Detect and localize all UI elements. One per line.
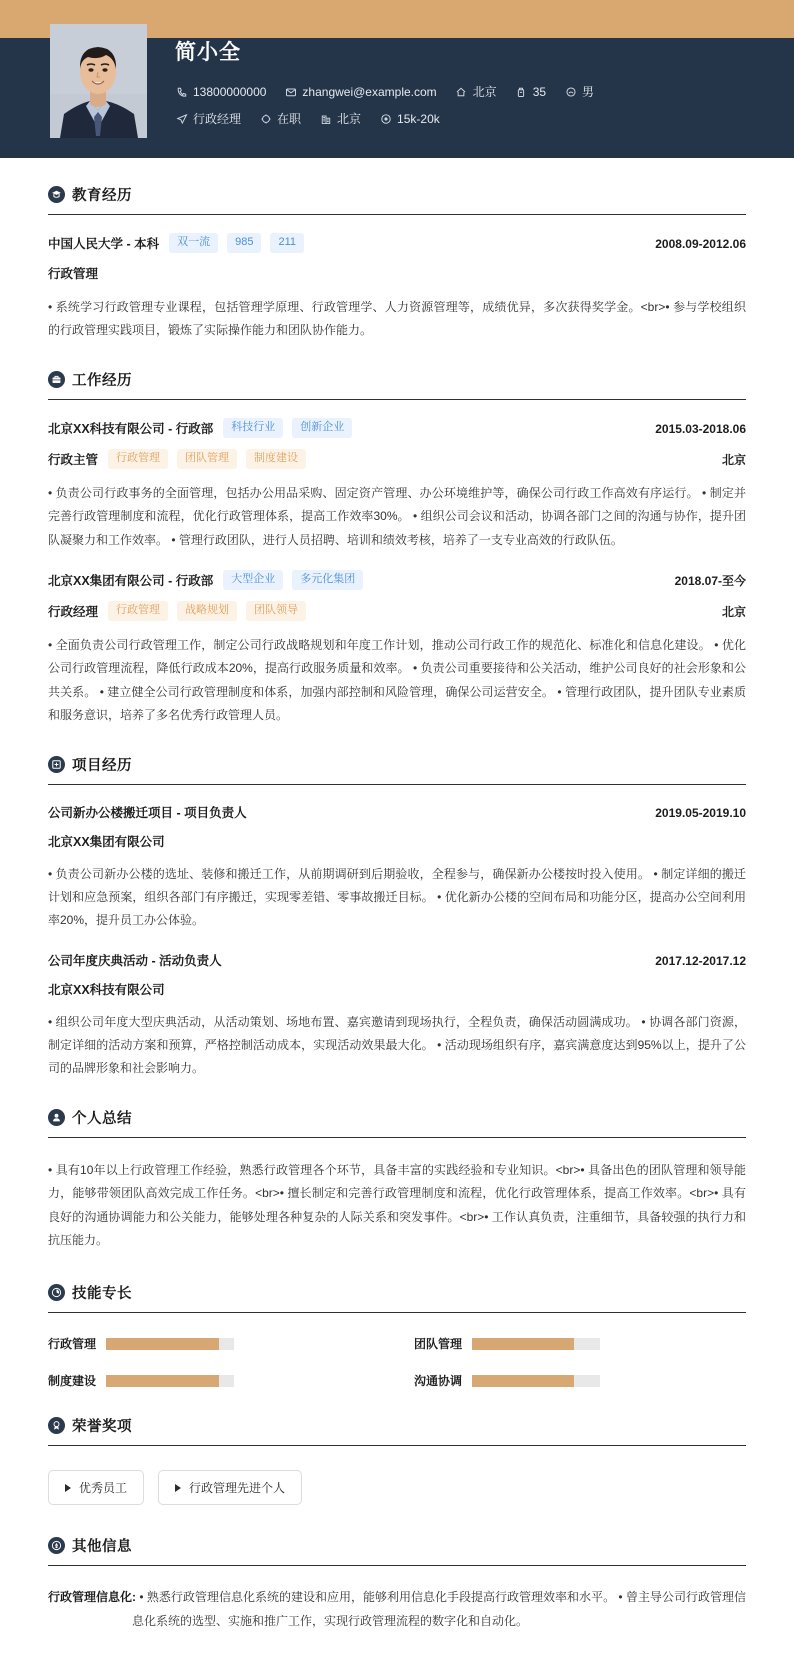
work-role-row <box>48 449 746 469</box>
resume-header <box>0 0 794 158</box>
resume-content <box>0 184 794 1659</box>
project-org: 北京XX科技有限公司 <box>48 982 165 997</box>
skills-grid <box>48 1313 746 1389</box>
project-name-block <box>48 803 257 821</box>
section-header-education <box>48 184 746 215</box>
work-role: 行政经理 <box>48 604 99 619</box>
contact-meta-row-1 <box>175 83 754 100</box>
section-title-honors: 荣誉奖项 <box>72 1419 132 1436</box>
work-role-block <box>48 601 315 621</box>
education-description: • 系统学习行政管理专业课程，包括管理学原理、行政管理学、人力资源管理等，成绩优异，多次获得奖学金。<br>• 参与学校组织的行政管理实践项目，锻炼了实际操作能力和团队协作能力。 <box>48 300 746 338</box>
header-info <box>175 36 754 137</box>
skill-progress-fill <box>106 1375 219 1387</box>
status-icon <box>259 112 272 125</box>
education-tag: 985 <box>227 233 261 253</box>
work-role-row <box>48 601 746 621</box>
project-entry <box>48 785 746 933</box>
section-header-honors <box>48 1415 746 1446</box>
section-header-skills <box>48 1282 746 1313</box>
honor-chip[interactable] <box>158 1470 302 1505</box>
section-summary <box>48 1107 746 1257</box>
project-description: • 组织公司年度大型庆典活动，从活动策划、场地布置、嘉宾邀请到现场执行，全程负责，确保活动圆满成功。 • 协调各部门资源，制定详细的活动方案和预算，严格控制活动成本，实现活动效果最大化。 • 活动现场组织有序，嘉宾满意度达到95%以上，提升了公司的品牌形象和社会影响力。 <box>48 1014 746 1076</box>
section-title-other: 其他信息 <box>72 1539 132 1556</box>
work-company-tag: 科技行业 <box>223 418 283 438</box>
meta-gender-value: 男 <box>582 85 595 99</box>
work-description: • 负责公司行政事务的全面管理，包括办公用品采购、固定资产管理、办公环境维护等，确保公司行政工作高效有序运行。 • 制定并完善行政管理制度和流程，优化行政管理体系，提高工作效率30%。 • 组织公司会议和活动，协调各部门之间的沟通与协作，提升团队凝聚力和工作效率。 • 管理行政团队，进行人员招聘、培训和绩效考核，培养了一支专业高效的行政队伍。 <box>48 485 746 547</box>
email-icon <box>284 85 297 98</box>
play-triangle-icon <box>175 1484 181 1492</box>
work-role-tag: 制度建设 <box>246 449 306 469</box>
other-info-text: • 熟悉行政管理信息化系统的建设和应用，能够利用信息化手段提高行政管理效率和水平。 • 曾主导公司行政管理信息化系统的选型、实施和推广工作，实现行政管理流程的数字化和自动化。 <box>132 1590 746 1628</box>
salary-icon <box>379 112 392 125</box>
meta-salary <box>379 112 440 126</box>
section-project <box>48 754 746 1081</box>
skill-item <box>48 1335 380 1352</box>
skill-progress-fill <box>472 1338 574 1350</box>
section-other <box>48 1535 746 1659</box>
project-date: 2019.05-2019.10 <box>655 805 746 820</box>
meta-gender <box>564 83 594 100</box>
other-icon <box>48 1537 65 1554</box>
work-company-block <box>48 570 372 590</box>
meta-phone-value: 13800000000 <box>193 84 267 99</box>
city-icon <box>319 112 332 125</box>
meta-salary-value: 15k-20k <box>397 111 440 126</box>
education-entry-header <box>48 233 746 253</box>
work-company-tag: 大型企业 <box>223 570 283 590</box>
meta-position-value: 行政经理 <box>193 112 242 126</box>
skill-label: 行政管理 <box>48 1337 97 1352</box>
section-header-summary <box>48 1107 746 1138</box>
work-location: 北京 <box>721 452 746 467</box>
education-major: 行政管理 <box>48 267 99 281</box>
work-location: 北京 <box>721 604 746 619</box>
meta-age <box>515 85 546 99</box>
skill-progress-track <box>472 1375 600 1387</box>
age-icon <box>515 85 528 98</box>
education-school-block <box>48 233 313 253</box>
honor-chip[interactable] <box>48 1470 144 1505</box>
contact-meta-row-2 <box>175 110 754 127</box>
work-entry <box>48 400 746 552</box>
gender-icon <box>564 85 577 98</box>
position-icon <box>175 112 188 125</box>
other-info-block <box>48 1566 746 1659</box>
education-tag: 双一流 <box>169 233 218 253</box>
skill-progress-track <box>106 1375 234 1387</box>
skill-progress-fill <box>106 1338 219 1350</box>
work-role-tag: 行政管理 <box>108 601 168 621</box>
meta-hometown-value: 北京 <box>472 85 497 99</box>
education-tag: 211 <box>270 233 304 253</box>
project-name: 公司新办公楼搬迁项目 - 项目负责人 <box>48 805 247 820</box>
project-entry-header <box>48 951 746 969</box>
work-description: • 全面负责公司行政管理工作，制定公司行政战略规划和年度工作计划，推动公司行政工作的规范化、标准化和信息化建设。 • 优化公司行政管理流程，降低行政成本20%，提高行政服务质量和效率。 • 负责公司重要接待和公关活动，维护公司良好的社会形象和公共关系。 • 建立健全公司行政管理制度和体系，加强内部控制和风险管理，确保公司运营安全。 • 管理行政团队，提升团队专业素质和服务意识，培养了多名优秀行政管理人员。 <box>48 637 746 723</box>
work-entry <box>48 552 746 728</box>
section-honors <box>48 1415 746 1509</box>
project-date: 2017.12-2017.12 <box>655 953 746 968</box>
education-major-row <box>48 264 746 283</box>
work-company: 北京XX集团有限公司 - 行政部 <box>48 573 214 588</box>
home-icon <box>455 85 468 98</box>
honors-list <box>48 1446 746 1509</box>
skill-progress-track <box>472 1338 600 1350</box>
meta-email <box>284 85 436 99</box>
work-entry-header <box>48 570 746 590</box>
work-icon <box>48 371 65 388</box>
meta-position <box>175 110 241 127</box>
honor-label: 优秀员工 <box>79 1481 128 1496</box>
section-skills <box>48 1282 746 1389</box>
project-name: 公司年度庆典活动 - 活动负责人 <box>48 953 222 968</box>
meta-phone <box>175 85 266 99</box>
skill-label: 团队管理 <box>414 1337 463 1352</box>
skills-icon <box>48 1284 65 1301</box>
section-title-skills: 技能专长 <box>72 1286 132 1303</box>
skill-label: 制度建设 <box>48 1374 97 1389</box>
work-role-tag: 战略规划 <box>177 601 237 621</box>
education-date: 2008.09-2012.06 <box>655 237 746 251</box>
meta-status <box>259 110 301 127</box>
work-company: 北京XX科技有限公司 - 行政部 <box>48 421 214 436</box>
work-company-block <box>48 418 361 438</box>
section-title-summary: 个人总结 <box>72 1110 132 1127</box>
skill-progress-fill <box>472 1375 574 1387</box>
avatar <box>50 24 147 138</box>
skill-progress-track <box>106 1338 234 1350</box>
person-icon <box>48 1109 65 1126</box>
skill-item <box>414 1335 746 1352</box>
work-role-block <box>48 449 315 469</box>
meta-city-value: 北京 <box>337 112 362 126</box>
education-icon <box>48 186 65 203</box>
project-icon <box>48 756 65 773</box>
project-description: • 负责公司新办公楼的选址、装修和搬迁工作，从前期调研到后期验收，全程参与，确保新办公楼按时投入使用。 • 制定详细的搬迁计划和应急预案，组织各部门有序搬迁，实现零差错、零事故搬迁目标。 • 优化新办公楼的空间布局和功能分区，提高办公空间利用率20%，提升员工办公体验。 <box>48 866 746 928</box>
work-role-tag: 团队领导 <box>246 601 306 621</box>
skill-item <box>48 1372 380 1389</box>
play-triangle-icon <box>65 1484 71 1492</box>
project-org: 北京XX集团有限公司 <box>48 834 165 849</box>
avatar-portrait <box>50 24 147 138</box>
education-entry <box>48 215 746 343</box>
section-header-work <box>48 369 746 400</box>
summary-text: • 具有10年以上行政管理工作经验，熟悉行政管理各个环节，具备丰富的实践经验和专业知识。<br>• 具备出色的团队管理和领导能力，能够带领团队高效完成工作任务。<br>• 擅长制定和完善行政管理制度和流程，优化行政管理体系，提高工作效率。<br>• 具有良好的沟通协调能力和公关能力，能够处理各种复杂的人际关系和突发事件。<br>• 工作认真负责，注重细节，具备较强的执行力和抗压能力。 <box>48 1162 746 1248</box>
work-role-tag: 行政管理 <box>108 449 168 469</box>
award-icon <box>48 1417 65 1434</box>
section-title-work: 工作经历 <box>72 372 132 389</box>
skill-label: 沟通协调 <box>414 1374 463 1389</box>
meta-city <box>319 110 361 127</box>
meta-age-value: 35 <box>532 84 547 99</box>
section-header-other <box>48 1535 746 1566</box>
work-role-tag: 团队管理 <box>177 449 237 469</box>
project-entry <box>48 933 746 1081</box>
section-work <box>48 369 746 728</box>
phone-icon <box>175 85 188 98</box>
page-title: 简小全 <box>175 41 241 64</box>
section-title-education: 教育经历 <box>72 188 132 204</box>
work-role: 行政主管 <box>48 452 99 467</box>
work-company-tag: 多元化集团 <box>292 570 363 590</box>
project-name-block <box>48 951 232 969</box>
work-entry-header <box>48 418 746 438</box>
section-header-project <box>48 754 746 785</box>
skill-item <box>414 1372 746 1389</box>
honor-label: 行政管理先进个人 <box>189 1481 286 1496</box>
work-company-tag: 创新企业 <box>292 418 352 438</box>
meta-status-value: 在职 <box>277 112 302 126</box>
section-education <box>48 184 746 343</box>
work-date: 2018.07-至今 <box>674 573 746 588</box>
meta-hometown <box>455 83 497 100</box>
work-date: 2015.03-2018.06 <box>655 421 746 436</box>
meta-email-value: zhangwei@example.com <box>302 84 437 99</box>
project-entry-header <box>48 803 746 821</box>
education-school: 中国人民大学 - 本科 <box>48 237 160 251</box>
other-info-label: 行政管理信息化: <box>48 1590 137 1605</box>
section-title-project: 项目经历 <box>72 757 132 774</box>
